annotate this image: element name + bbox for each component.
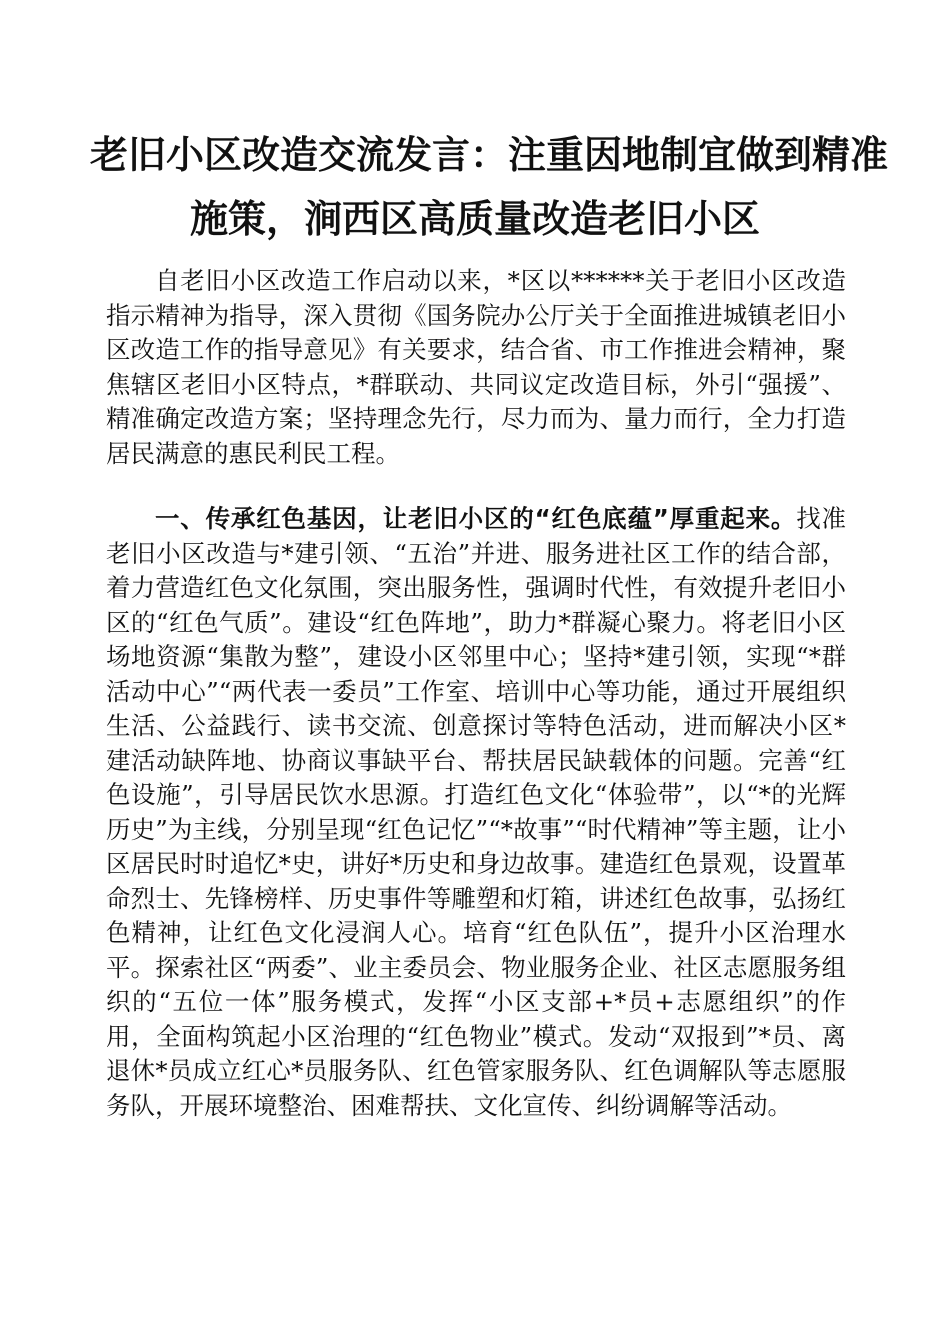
section-1-heading: 一、传承红色基因，让老旧小区的“红色底蕴”厚重起来。 [155,504,797,533]
section-1-body: 找准老旧小区改造与*建引领、“五治”并进、服务进社区工作的结合部，着力营造红色文化氛围，突出服务性，强调时代性，有效提升老旧小区的“红色气质”。建设“红色阵地”，助力*群凝心聚力。将老旧小区场地资源“集散为整”，建设小区邻里中心；坚持*建引领，实现“*群活动中心”“两代表一委员”工作室、培训中心等功能，通过开展组织生活、公益践行、读书交流、创意探讨等特色活动，进而解决小区*建活动缺阵地、协商议事缺平台、帮扶居民缺载体的问题。完善“红色设施”，引导居民饮水思源。打造红色文化“体验带”，以“*的光辉历史”为主线，分别呈现“红色记忆”“*故事”“时代精神”等主题，让小区居民时时追忆*史，讲好*历史和身边故事。建造红色景观，设置革命烈士、先锋榜样、历史事件等雕塑和灯箱，讲述红色故事，弘扬红色精神，让红色文化浸润人心。培育“红色队伍”，提升小区治理水平。探索社区“两委”、业主委员会、物业服务企业、社区志愿服务组织的“五位一体”服务模式，发挥“小区支部+*员+志愿组织”的作用，全面构筑起小区治理的“红色物业”模式。发动“双报到”*员、离退休*员成立红心*员服务队、红色管家服务队、红色调解队等志愿服务队，开展环境整治、困难帮扶、文化宣传、纠纷调解等活动。 [106,504,847,1120]
document-title-line-1: 老旧小区改造交流发言：注重因地制宜做到精准 [90,133,889,177]
section-1-paragraph [106,502,846,1123]
document-title-line-2: 施策，涧西区高质量改造老旧小区 [189,197,760,241]
intro-paragraph: 自老旧小区改造工作启动以来，*区以******关于老旧小区改造指示精神为指导，深入贯彻《国务院办公厅关于全面推进城镇老旧小区改造工作的指导意见》有关要求，结合省、市工作推进会精神，聚焦辖区老旧小区特点，*群联动、共同议定改造目标，外引“强援”、精准确定改造方案；坚持理念先行，尽力而为、量力而行，全力打造居民满意的惠民利民工程。 [106,266,846,468]
